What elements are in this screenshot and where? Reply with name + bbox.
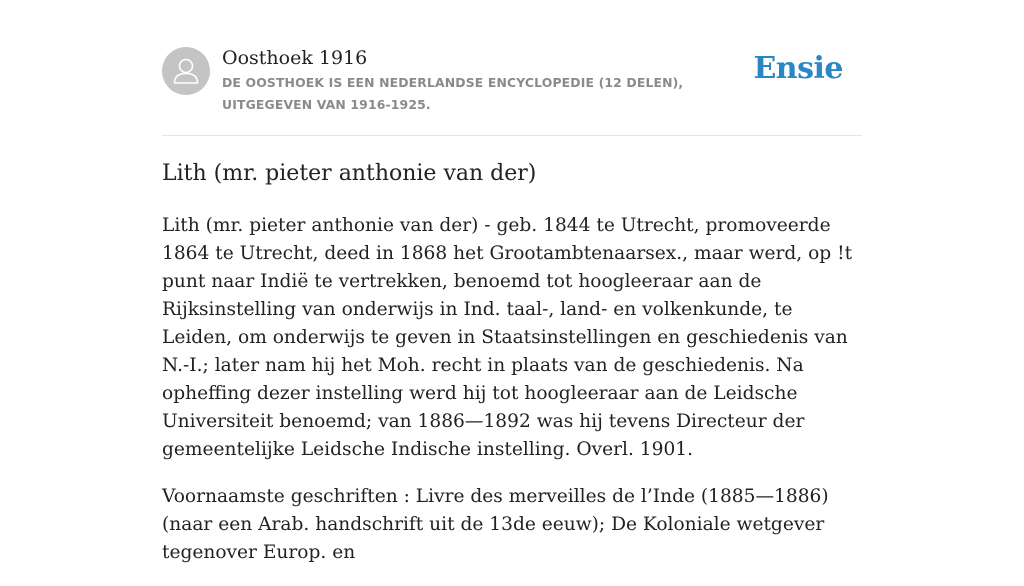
source-header [162,46,862,116]
source-description: DE OOSTHOEK IS EEN NEDERLANDSE ENCYCLOPEDIE (12 DELEN), UITGEGEVEN VAN 1916-1925. [222,75,684,112]
user-icon [162,47,210,95]
divider [162,135,862,136]
article-body [162,212,856,586]
article-paragraph: Voornaamste geschriften : Livre des merveilles de l’Inde (1885—1886) (naar een Arab. handschrift uit de 13de eeuw); De Koloniale wetgever tegenover Europ. en [162,486,829,563]
brand-logo[interactable]: Ensie [753,51,843,86]
avatar[interactable] [162,47,210,95]
article-title: Lith (mr. pieter anthonie van der) [162,161,537,186]
source-title[interactable]: Oosthoek 1916 [222,47,368,69]
article-paragraph: Lith (mr. pieter anthonie van der) - geb. 1844 te Utrecht, promoveerde 1864 te Utrecht, deed in 1868 het Grootambtenaarsex., maar werd, op !t punt naar Indië te vertrekken, benoemd tot hoogleeraar aan de Rijksinstelling van onderwijs in Ind. taal-, land- en volkenkunde, te Leiden, om onderwijs te geven in Staatsinstellingen en geschiedenis van N.-I.; later nam hij het Moh. recht in plaats van de geschiedenis. Na opheffing dezer instelling werd hij tot hoogleeraar aan de Leidsche Universiteit benoemd; van 1886—1892 was hij tevens Directeur der gemeentelijke Leidsche Indische instelling. Overl. 1901. [162,215,853,460]
